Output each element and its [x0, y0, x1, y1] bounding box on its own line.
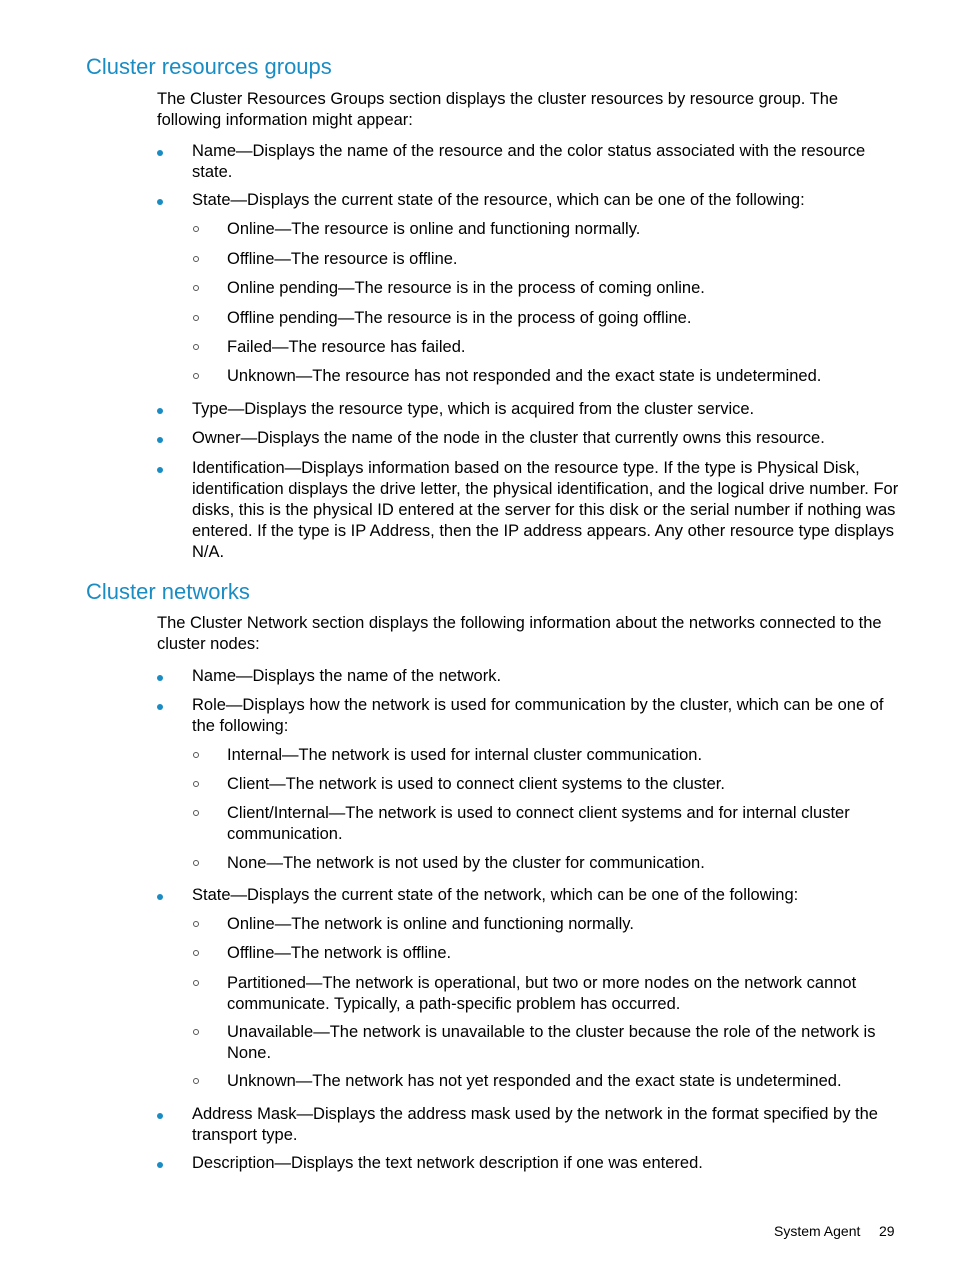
bullet-icon	[157, 408, 163, 414]
sub-list-item: Offline pending—The resource is in the process of going offline.	[227, 309, 692, 327]
sub-list-item: Offline—The resource is offline.	[227, 250, 458, 268]
bullet-icon	[157, 1162, 163, 1168]
sub-bullet-icon	[193, 1029, 199, 1035]
bullet-icon	[157, 199, 163, 205]
sub-list-item: Online—The network is online and functioning normally.	[227, 915, 634, 933]
list-item-type: Type—Displays the resource type, which is acquired from the cluster service.	[192, 400, 755, 418]
section-heading-cluster-resources-groups: Cluster resources groups	[86, 54, 332, 79]
sub-list-item: Partitioned—The network is operational, but two or more nodes on the network cannot communicate. Typically, a path-specific problem has occurred.	[227, 974, 857, 1013]
sub-bullet-icon	[193, 810, 199, 816]
sub-list-item: Unavailable—The network is unavailable to the cluster because the role of the network is None.	[227, 1023, 876, 1062]
sub-list-item: Unknown—The network has not yet responded and the exact state is undetermined.	[227, 1072, 842, 1090]
sub-bullet-icon	[193, 860, 199, 866]
sub-list-item: Client/Internal—The network is used to connect client systems and for internal cluster communication.	[227, 804, 850, 843]
sub-list-item: Online—The resource is online and functioning normally.	[227, 220, 641, 238]
sub-bullet-icon	[193, 921, 199, 927]
list-item-description: Description—Displays the text network description if one was entered.	[192, 1154, 703, 1172]
sub-list-item: Internal—The network is used for internal cluster communication.	[227, 746, 703, 764]
list-item-identification: Identification—Displays information based on the resource type. If the type is Physical Disk, identification displays the drive letter, the physical identification, and the logical drive number. For disks, this is the physical ID entered at the server for this disk or the serial number if nothing was entered. If the type is IP Address, then the IP address appears. Any other resource type displays N/A.	[192, 459, 899, 561]
bullet-icon	[157, 894, 163, 900]
sub-bullet-icon	[193, 256, 199, 262]
sub-bullet-icon	[193, 373, 199, 379]
list-item-state: State—Displays the current state of the network, which can be one of the following:	[192, 886, 799, 904]
footer-section-name: System Agent	[774, 1223, 861, 1239]
sub-bullet-icon	[193, 752, 199, 758]
sub-list-item: None—The network is not used by the cluster for communication.	[227, 854, 705, 872]
sub-list-item: Offline—The network is offline.	[227, 944, 452, 962]
list-item-name: Name—Displays the name of the resource and the color status associated with the resource state.	[192, 142, 866, 181]
sub-bullet-icon	[193, 1078, 199, 1084]
sub-list-item: Online pending—The resource is in the process of coming online.	[227, 279, 705, 297]
section-intro-paragraph: The Cluster Resources Groups section displays the cluster resources by resource group. The following information might appear:	[157, 90, 839, 129]
bullet-icon	[157, 704, 163, 710]
list-item-address-mask: Address Mask—Displays the address mask used by the network in the format specified by the transport type.	[192, 1105, 878, 1144]
sub-bullet-icon	[193, 344, 199, 350]
sub-bullet-icon	[193, 980, 199, 986]
bullet-icon	[157, 437, 163, 443]
bullet-icon	[157, 467, 163, 473]
section-intro-paragraph: The Cluster Network section displays the following information about the networks connected to the cluster nodes:	[157, 614, 882, 653]
list-item-owner: Owner—Displays the name of the node in the cluster that currently owns this resource.	[192, 429, 825, 447]
section-heading-cluster-networks: Cluster networks	[86, 579, 250, 604]
sub-list-item: Unknown—The resource has not responded and the exact state is undetermined.	[227, 367, 822, 385]
sub-bullet-icon	[193, 315, 199, 321]
sub-list-item: Client—The network is used to connect client systems to the cluster.	[227, 775, 725, 793]
sub-bullet-icon	[193, 950, 199, 956]
bullet-icon	[157, 150, 163, 156]
sub-bullet-icon	[193, 226, 199, 232]
sub-bullet-icon	[193, 285, 199, 291]
sub-list-item: Failed—The resource has failed.	[227, 338, 466, 356]
footer-page-number: 29	[879, 1223, 895, 1239]
list-item-role: Role—Displays how the network is used for communication by the cluster, which can be one of the following:	[192, 696, 884, 735]
bullet-icon	[157, 1113, 163, 1119]
bullet-icon	[157, 675, 163, 681]
list-item-name: Name—Displays the name of the network.	[192, 667, 502, 685]
sub-bullet-icon	[193, 781, 199, 787]
list-item-state: State—Displays the current state of the resource, which can be one of the following:	[192, 191, 805, 209]
